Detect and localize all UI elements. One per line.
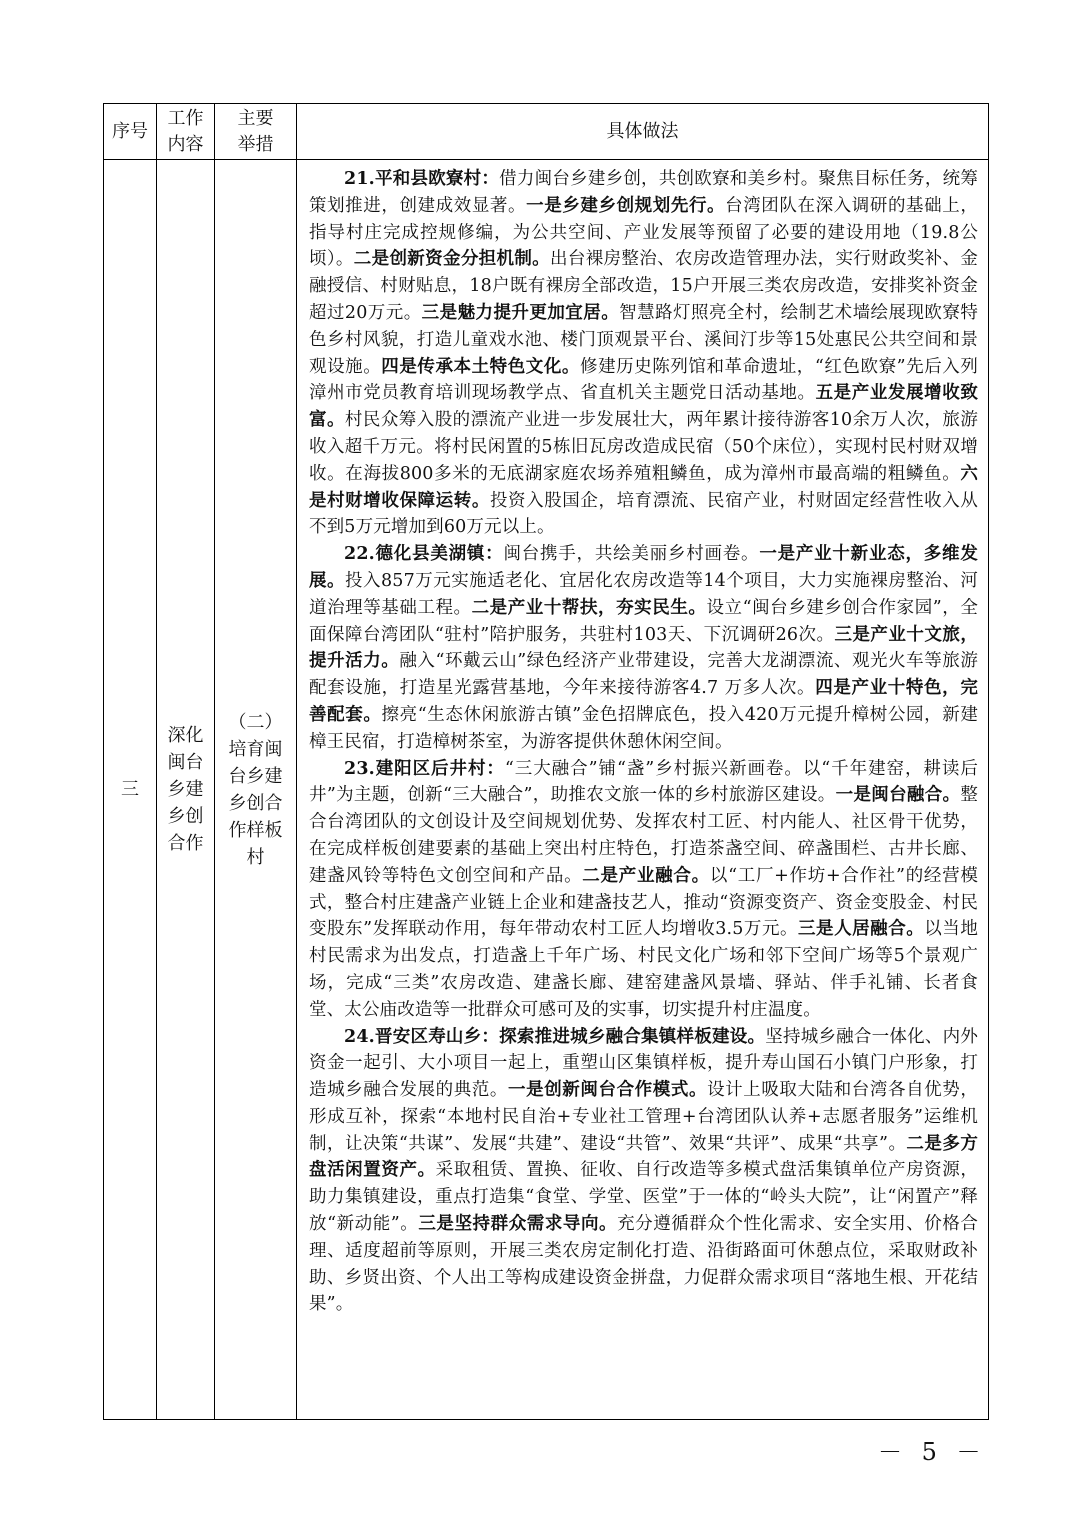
text-segment: 以“工厂+作坊+合作社”的经营模式，整合村庄建盏产业链上企业和建盏技艺人，推动“资源变资产、资金变股金、村民变股东”发挥联动作用，每年带动农村工匠人均增收3.5万元。 xyxy=(309,865,979,940)
bold-segment: 24.晋安区寿山乡：探索推进城乡融合集镇样板建设。 xyxy=(344,1026,766,1047)
bold-segment: 二是多方盘活闲置资产。 xyxy=(309,1133,978,1181)
text-segment: 借力闽台乡建乡创，共创欧寮和美乡村。聚焦目标任务，统筹策划推进，创建成效显著。 xyxy=(309,169,978,216)
text-segment: 修建历史陈列馆和革命遗址，“红色欧寮”先后入列漳州市党员教育培训现场教学点、省直机关主题党日活动基地。 xyxy=(309,356,978,404)
text-segment: 擦亮“生态休闲旅游古镇”金色招牌底色，投入420万元提升樟树公园，新建樟王民宿，打造樟树茶室，为游客提供休憩休闲空间。 xyxy=(309,704,978,752)
bold-segment: 二是产业融合。 xyxy=(582,865,710,886)
bold-segment: 二是创新资金分担机制。 xyxy=(353,249,551,270)
row-work-content: 深化闽台乡建乡创合作 xyxy=(157,160,215,1420)
header-work-content: 工作内容 xyxy=(157,104,215,160)
table-row xyxy=(104,160,989,1420)
page-number: － 5 － xyxy=(878,1438,987,1466)
text-segment: 充分遵循群众个性化需求、安全实用、价格合理、适度超前等原则，开展三类农房定制化打造、沿街路面可休憩点位，采取财政补助、乡贤出资、个人出工等构成建设资金拼盘，力促群众需求项目“落地生根、开花结果”。 xyxy=(309,1214,978,1315)
header-main-measure: 主要举措 xyxy=(215,104,297,160)
bold-segment: 三是产业十文旅，提升活力。 xyxy=(309,624,978,672)
bold-segment: 23.建阳区后井村： xyxy=(344,758,505,779)
table-header-row xyxy=(104,104,989,160)
header-seq: 序号 xyxy=(104,104,157,160)
text-segment: 设计上吸取大陆和台湾各自优势，形成互补，探索“本地村民自治+专业社工管理+台湾团队认养+志愿者服务”运维机制，让决策“共谋”、发展“共建”、建设“共管”、效果“共评”、成果“共享”。 xyxy=(309,1080,979,1154)
bold-segment: 22.德化县美湖镇： xyxy=(344,544,504,565)
text-segment: 投入857万元实施适老化、宜居化农房改造等14个项目，大力实施裸房整治、河道治理等基础工程。 xyxy=(309,570,978,618)
bold-segment: 一是乡建乡创规划先行。 xyxy=(526,195,726,216)
bold-segment: 21.平和县欧寮村： xyxy=(344,169,500,189)
policy-table xyxy=(103,103,989,1420)
text-segment: 坚持城乡融合一体化、内外资金一起引、大小项目一起上，重塑山区集镇样板，提升寿山国石小镇门户形象，打造城乡融合发展的典范。 xyxy=(309,1026,978,1101)
paragraph-24 xyxy=(309,1024,978,1319)
bold-segment: 三是魅力提升更加宜居。 xyxy=(421,302,620,323)
bold-segment: 四是传承本土特色文化。 xyxy=(381,356,580,377)
paragraph-23 xyxy=(309,756,978,1024)
paragraph-21 xyxy=(309,166,978,541)
bold-segment: 三是坚持群众需求导向。 xyxy=(418,1214,618,1235)
text-segment: 融入“环戴云山”绿色经济产业带建设，完善大龙湖漂流、观光火车等旅游配套设施，打造星光露营基地，今年来接待游客4.7 万多人次。 xyxy=(309,651,979,699)
bold-segment: 三是人居融合。 xyxy=(798,919,925,940)
row-seq: 三 xyxy=(104,160,157,1420)
text-segment: 台湾团队在深入调研的基础上，指导村庄完成控规修编，为公共空间、产业发展等预留了必要的建设用地（19.8公顷）。 xyxy=(309,195,978,270)
text-segment: 以当地村民需求为出发点，打造盏上千年广场、村民文化广场和邻下空间广场等5个景观广场，完成“三类”农房改造、建盏长廊、建窑建盏风景墙、驿站、伴手礼铺、长者食堂、太公庙改造等一批群众可感可及的实事，切实提升村庄温度。 xyxy=(309,919,978,1020)
text-segment: 整合台湾团队的文创设计及空间规划优势、发挥农村工匠、村内能人、社区骨干优势，在完成样板创建要素的基础上突出村庄特色，打造茶盏空间、碎盏围栏、古井长廊、建盏风铃等特色文创空间和产品。 xyxy=(309,785,978,886)
paragraph-22 xyxy=(309,541,978,755)
bold-segment: 二是产业十帮扶，夯实民生。 xyxy=(471,597,707,618)
bold-segment: 一是闽台融合。 xyxy=(835,785,961,806)
text-segment: 投资入股国企，培育漂流、民宿产业，村财固定经营性收入从不到5万元增加到60万元以上。 xyxy=(309,490,978,538)
text-segment: 设立“闽台乡建乡创合作家园”，全面保障台湾团队“驻村”陪护服务，共驻村103天、下沉调研26次。 xyxy=(309,597,978,645)
bold-segment: 一是产业十新业态，多维发展。 xyxy=(309,544,978,591)
text-segment: 村民众筹入股的漂流产业进一步发展壮大，两年累计接待游客10余万人次，旅游收入超千万元。将村民闲置的5栋旧瓦房改造成民宿（50个床位），实现村民村财双增收。在海拔800多米的无底湖家庭农场养殖粗鳞鱼，成为漳州市最高端的粗鳞鱼。 xyxy=(309,410,978,484)
text-segment: 闽台携手，共绘美丽乡村画卷。 xyxy=(503,544,760,565)
text-segment: “三大融合”铺“盏”乡村振兴新画卷。以“千年建窑，耕读后井”为主题，创新“三大融合”，助推农文旅一体的乡村旅游区建设。 xyxy=(309,758,978,806)
text-segment: 采取租赁、置换、征收、自行改造等多模式盘活集镇单位产房资源，助力集镇建设，重点打造集“食堂、学堂、医堂”于一体的“岭头大院”，让“闲置产”释放“新动能”。 xyxy=(309,1160,978,1235)
text-segment: 智慧路灯照亮全村，绘制艺术墙绘展现欧寮特色乡村风貌，打造儿童戏水池、楼门顶观景平台、溪间汀步等15处惠民公共空间和景观设施。 xyxy=(309,302,978,377)
text-segment: 出台裸房整治、农房改造管理办法，实行财政奖补、金融授信、村财贴息，18户既有裸房全部改造，15户开展三类农房改造，安排奖补资金超过20万元。 xyxy=(309,249,979,323)
bold-segment: 四是产业十特色，完善配套。 xyxy=(309,678,978,725)
bold-segment: 五是产业发展增收致富。 xyxy=(309,383,978,431)
row-main-measure: （二）培育闽台乡建乡创合作样板村 xyxy=(215,160,297,1420)
header-detail: 具体做法 xyxy=(297,104,989,160)
bold-segment: 六是村财增收保障运转。 xyxy=(309,463,978,511)
row-detail xyxy=(297,160,989,1420)
bold-segment: 一是创新闽台合作模式。 xyxy=(508,1080,708,1101)
